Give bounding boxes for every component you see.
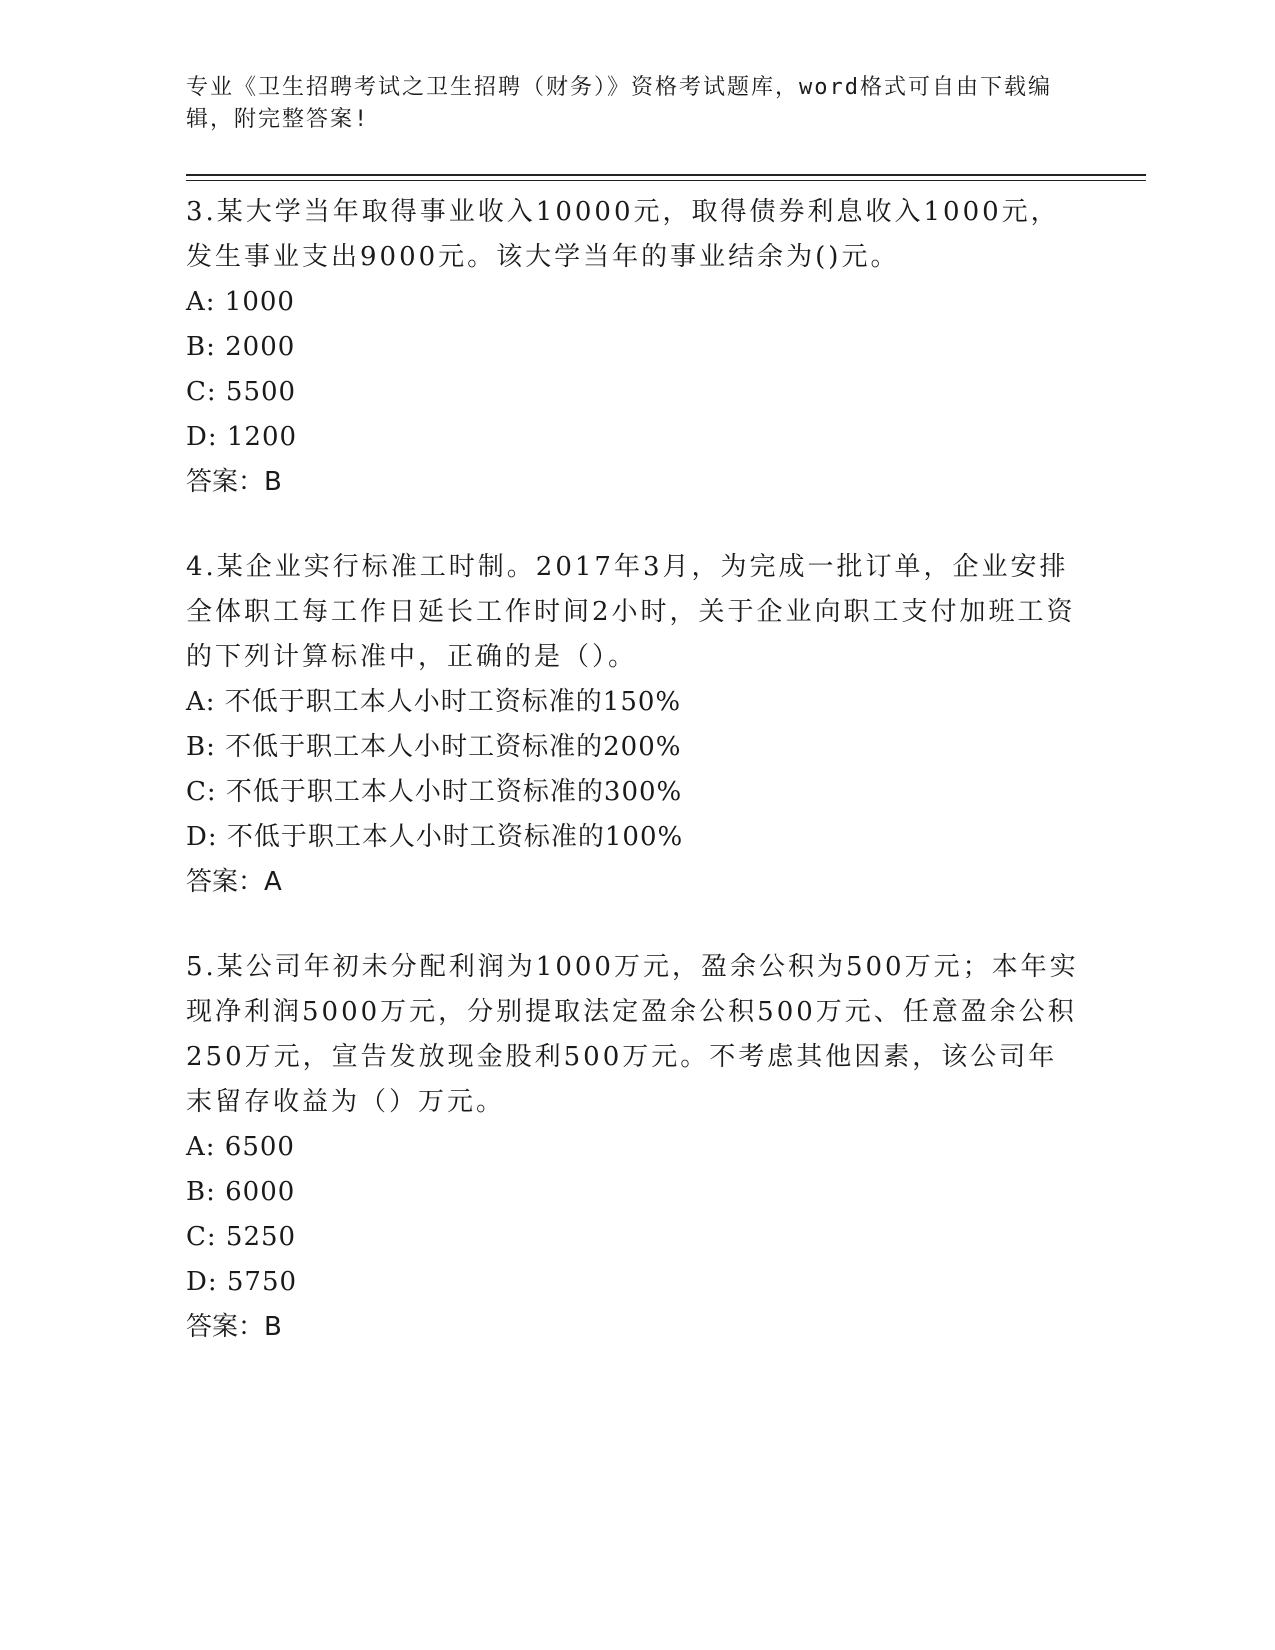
document-header: 专业《卫生招聘考试之卫生招聘（财务）》资格考试题库，word格式可自由下载编辑，附完整答案! (186, 75, 1052, 132)
option-c: C: 5500 (186, 377, 297, 407)
option-b: B: 6000 (186, 1177, 296, 1207)
header-divider-thin (186, 180, 1146, 181)
question-list (186, 190, 1086, 1390)
question-stem: 4.某企业实行标准工时制。2017年3月，为完成一批订单，企业安排全体职工每工作日延长工作时间2小时，关于企业向职工支付加班工资的下列计算标准中，正确的是（）。 (186, 552, 1076, 672)
option-d: D: 1200 (186, 422, 298, 452)
answer: 答案：B (186, 467, 282, 497)
option-b: B: 2000 (186, 332, 296, 362)
option-b: B: 不低于职工本人小时工资标准的200% (186, 732, 682, 762)
question-stem: 5.某公司年初未分配利润为1000万元，盈余公积为500万元；本年实现净利润5000万元，分别提取法定盈余公积500万元、任意盈余公积250万元，宣告发放现金股利500万元。不考虑其他因素，该公司年末留存收益为（）万元。 (186, 952, 1079, 1117)
option-d: D: 5750 (186, 1267, 298, 1297)
option-a: A: 6500 (186, 1132, 295, 1162)
header-divider-thick (186, 174, 1146, 176)
option-d: D: 不低于职工本人小时工资标准的100% (186, 822, 684, 852)
question-4 (186, 545, 1086, 905)
answer: 答案：B (186, 1312, 282, 1342)
option-a: A: 不低于职工本人小时工资标准的150% (186, 687, 682, 717)
option-a: A: 1000 (186, 287, 295, 317)
option-c: C: 5250 (186, 1222, 297, 1252)
answer: 答案：A (186, 867, 282, 897)
question-3 (186, 190, 1086, 505)
option-c: C: 不低于职工本人小时工资标准的300% (186, 777, 683, 807)
question-5 (186, 945, 1086, 1350)
question-stem: 3.某大学当年取得事业收入10000元，取得债券利息收入1000元，发生事业支出9000元。该大学当年的事业结余为()元。 (186, 197, 1060, 272)
